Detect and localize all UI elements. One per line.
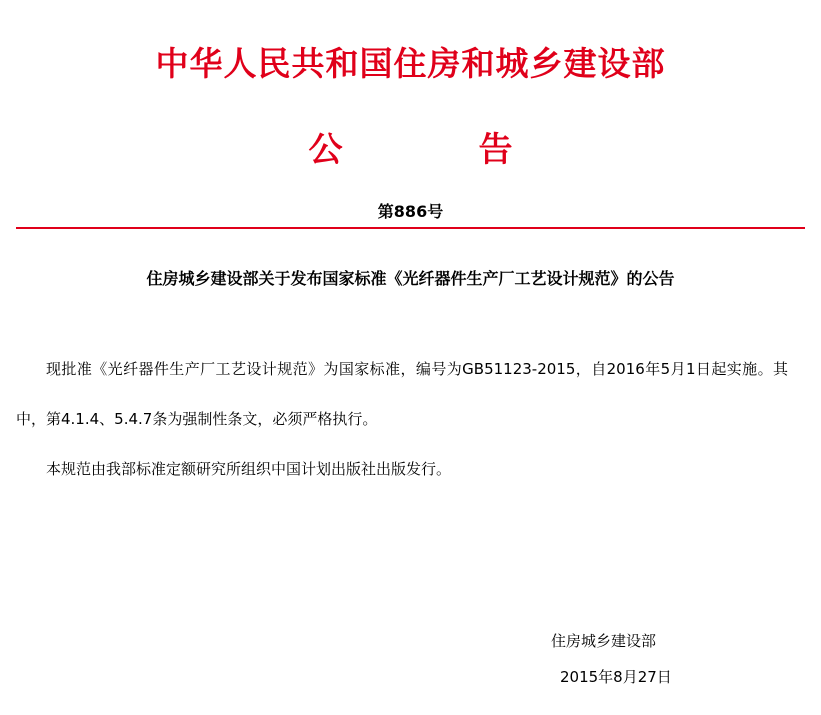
- document-body: [16, 344, 788, 494]
- red-divider-line: [16, 227, 805, 229]
- issuer-signature: 住房城乡建设部: [551, 632, 657, 650]
- notice-heading: 公 告: [308, 130, 513, 170]
- body-paragraph: 本规范由我部标准定额研究所组织中国计划出版社出版发行。: [46, 460, 452, 478]
- notice-number: 第886号: [377, 202, 444, 221]
- issue-date: 2015年8月27日: [560, 668, 672, 686]
- ministry-title: 中华人民共和国住房和城乡建设部: [155, 44, 666, 83]
- document-subject: 住房城乡建设部关于发布国家标准《光纤器件生产厂工艺设计规范》的公告: [146, 269, 675, 288]
- body-paragraph: 现批准《光纤器件生产厂工艺设计规范》为国家标准，编号为GB51123-2015，自2016年5月1日起实施。其中，第4.1.4、5.4.7条为强制性条文，必须严格执行。: [16, 360, 788, 428]
